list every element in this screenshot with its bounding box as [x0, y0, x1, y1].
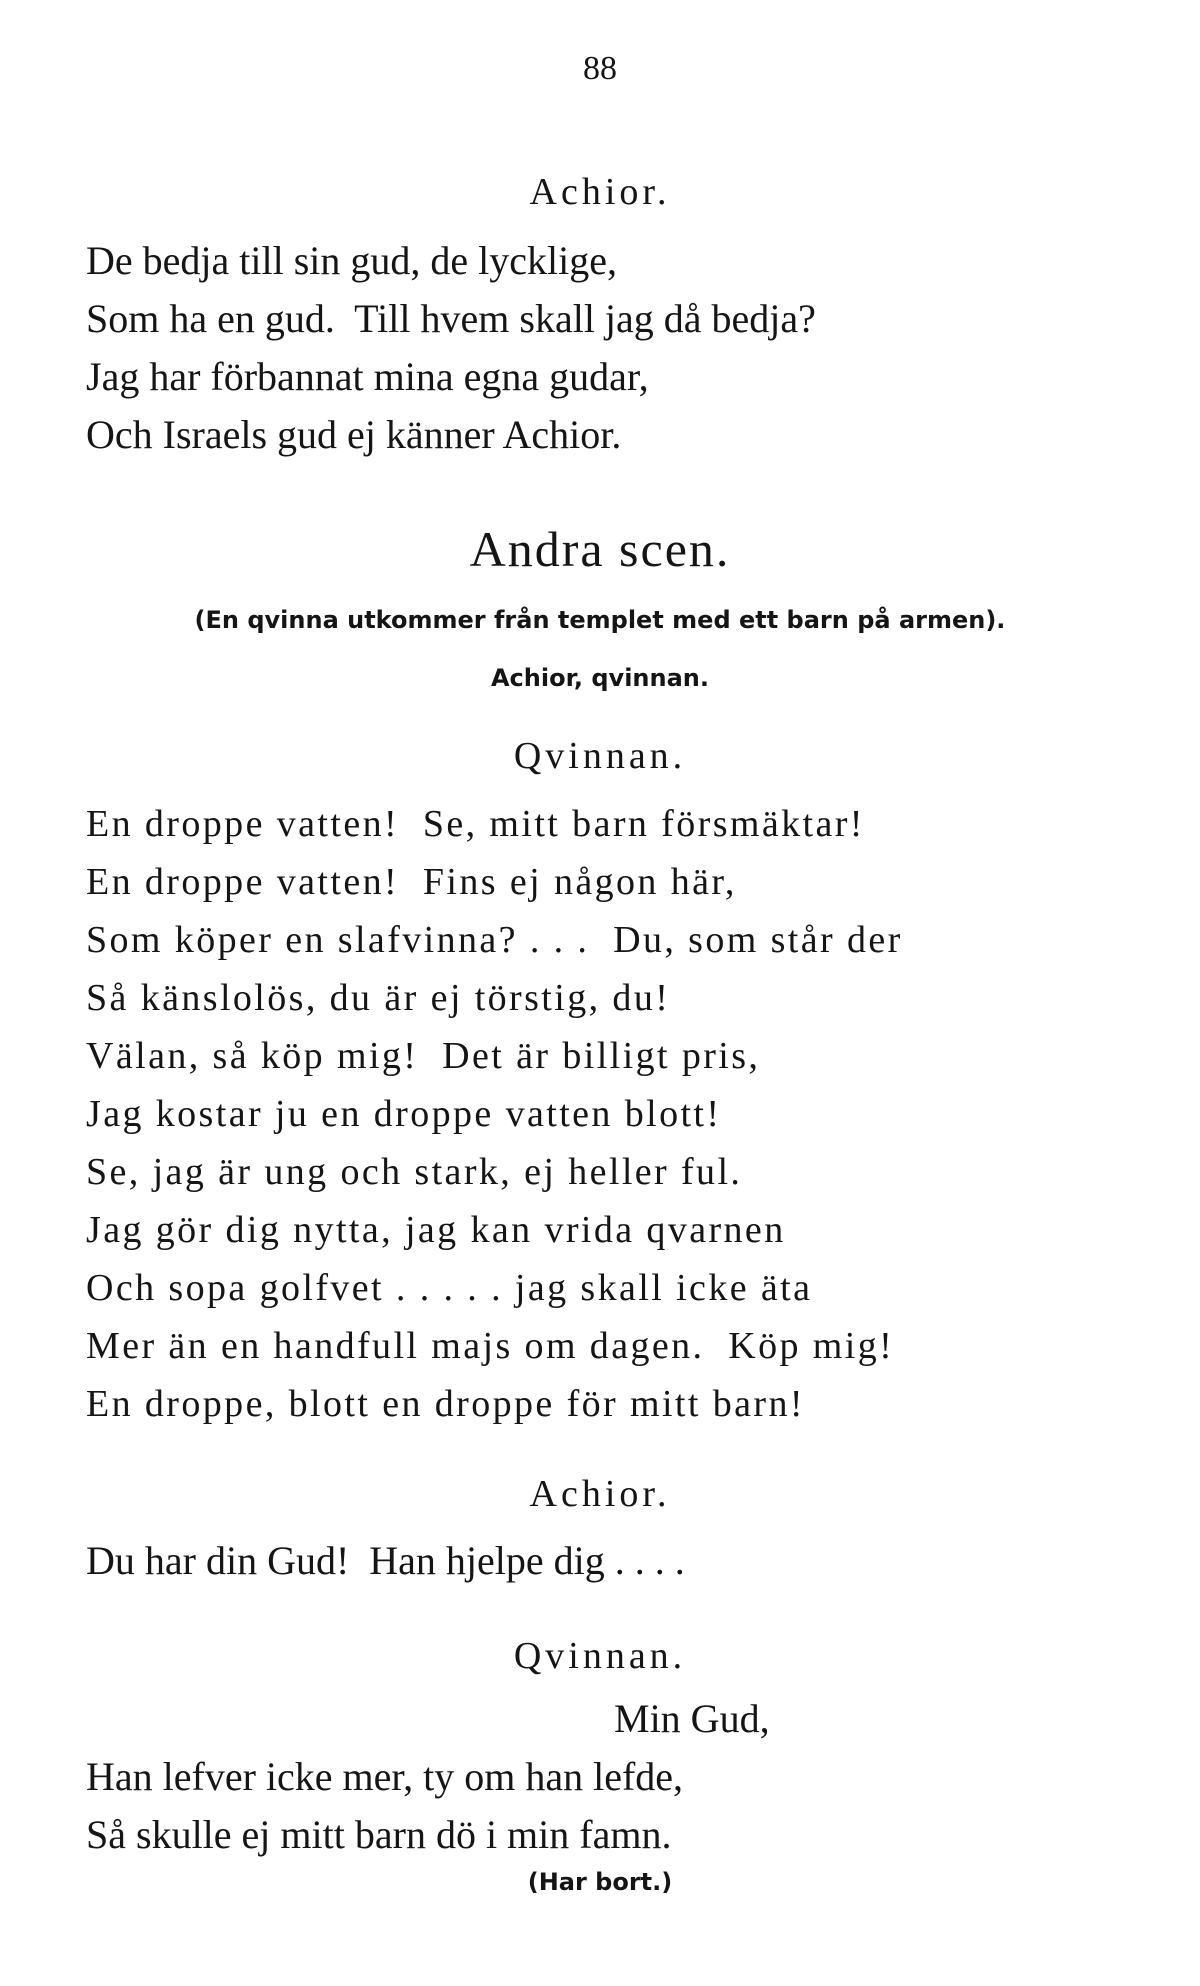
- speaker-qvinnan: Qvinnan.: [513, 1635, 687, 1677]
- verse-line: Som ha en gud. Till hvem skall jag då bedja?: [86, 296, 816, 341]
- verse-line: De bedja till sin gud, de lycklige,: [86, 238, 617, 283]
- verse-block: [86, 1690, 1146, 1864]
- exit-direction: (Har bort.): [527, 1868, 673, 1896]
- verse-line: En droppe vatten! Fins ej någon här,: [86, 861, 737, 903]
- speaker-achior: Achior.: [529, 171, 671, 213]
- verse-line: Se, jag är ung och stark, ej heller ful.: [86, 1151, 743, 1193]
- verse-line: Mer än en handfull majs om dagen. Köp mig!: [86, 1325, 895, 1367]
- scene-title: Andra scen.: [469, 521, 731, 577]
- verse-line: Och sopa golfvet . . . . . jag skall icke äta: [86, 1267, 813, 1309]
- verse-line: En droppe vatten! Se, mitt barn försmäktar!: [86, 803, 865, 845]
- verse-line: Så skulle ej mitt barn dö i min famn.: [86, 1812, 672, 1857]
- verse-line: Jag gör dig nytta, jag kan vrida qvarnen: [86, 1209, 786, 1251]
- verse-line: Jag har förbannat mina egna gudar,: [86, 354, 649, 399]
- verse-line: Och Israels gud ej känner Achior.: [86, 412, 622, 457]
- verse-line: Han lefver icke mer, ty om han lefde,: [86, 1754, 684, 1799]
- verse-line: Jag kostar ju en droppe vatten blott!: [86, 1093, 722, 1135]
- speaker-achior: Achior.: [529, 1473, 671, 1515]
- verse-line: Så känslolös, du är ej törstig, du!: [86, 977, 671, 1019]
- page-number: 88: [583, 50, 617, 87]
- verse-block: [86, 1532, 1146, 1590]
- verse-line-indented: Min Gud,: [614, 1696, 770, 1741]
- verse-block: [86, 232, 1146, 464]
- verse-block: [86, 795, 1146, 1433]
- scene-characters: Achior, qvinnan.: [490, 664, 709, 692]
- speaker-qvinnan: Qvinnan.: [513, 735, 687, 777]
- stage-direction: (En qvinna utkommer från templet med ett barn på armen).: [194, 606, 1006, 634]
- verse-line: Välan, så köp mig! Det är billigt pris,: [86, 1035, 761, 1077]
- verse-line: En droppe, blott en droppe för mitt barn!: [86, 1383, 805, 1425]
- verse-line: Du har din Gud! Han hjelpe dig . . . .: [86, 1538, 685, 1583]
- verse-line: Som köper en slafvinna? . . . Du, som står der: [86, 919, 903, 961]
